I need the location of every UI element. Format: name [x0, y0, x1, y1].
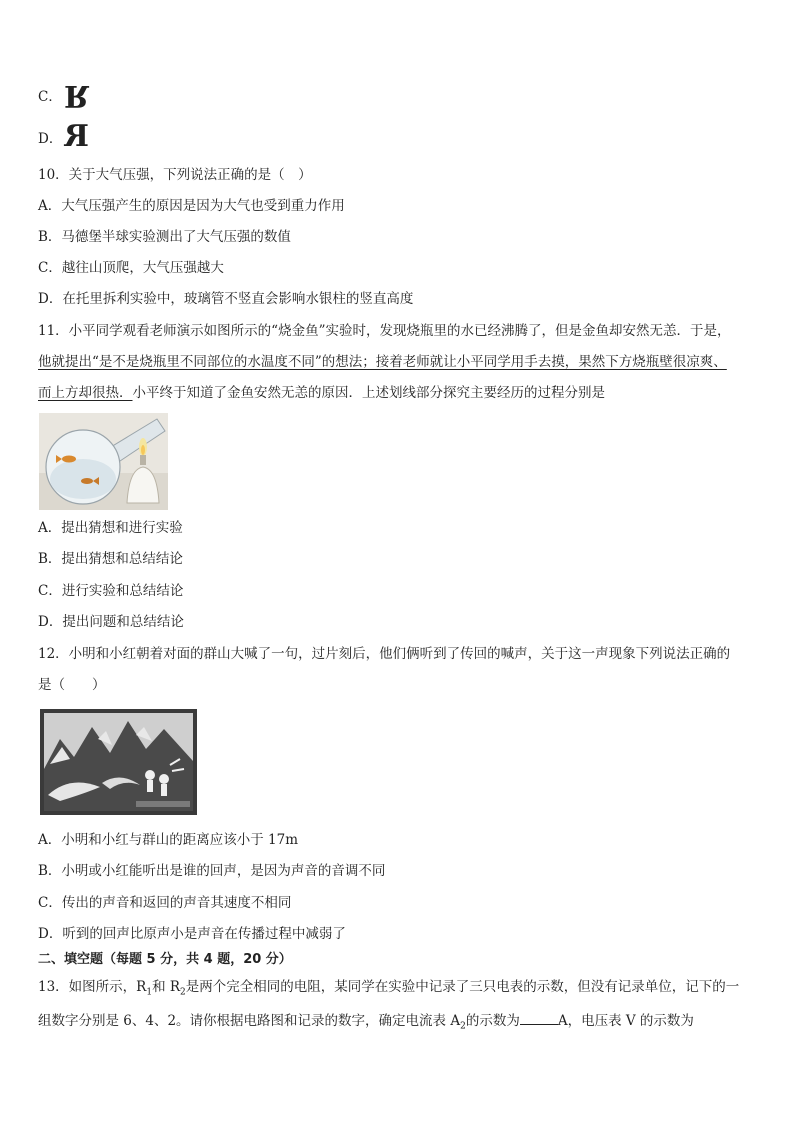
q12-option-d: D．听到的回声比原声小是声音在传播过程中减弱了 — [38, 926, 346, 942]
q13-text-c: 是两个完全相同的电阻，某同学在实验中记录了三只电表的示数，但没有记录单位，记下的一 — [185, 979, 740, 995]
q11-stem-line2: 他就提出“是不是烧瓶里不同部位的水温度不同”的想法；接着老师就让小平同学用手去摸，果然下方烧瓶壁很凉爽、 — [38, 354, 727, 370]
q10-option-a: A．大气压强产生的原因是因为大气也受到重力作用 — [38, 198, 345, 214]
q10-stem: 10．关于大气压强，下列说法正确的是（ ） — [38, 167, 312, 183]
q11-option-d: D．提出问题和总结结论 — [38, 614, 184, 630]
q11-stem-line1: 11．小平同学观看老师演示如图所示的“烧金鱼”实验时，发现烧瓶里的水已经沸腾了，但是金鱼却安然无恙．于是， — [38, 323, 731, 339]
q12-option-a: A．小明和小红与群山的距离应该小于 17m — [38, 832, 299, 848]
q13-text-f: A，电压表 V 的示数为 — [557, 1013, 694, 1029]
q13-answer-blank[interactable] — [520, 1010, 558, 1025]
q9-option-d-label: D． — [38, 131, 63, 147]
q12-stem-line1: 12．小明和小红朝着对面的群山大喊了一句，过片刻后，他们俩听到了传回的喊声，关于这一声现象下列说法正确的 — [38, 646, 731, 662]
q12-stem-line2: 是（ ） — [38, 677, 106, 693]
q9-option-d-glyph: R — [64, 119, 89, 154]
q11-stem-line3 — [38, 384, 605, 402]
q13-text-b: 和 R — [152, 979, 181, 995]
q10-option-b: B．马德堡半球实验测出了大气压强的数值 — [38, 229, 291, 245]
q12-option-c: C．传出的声音和返回的声音其速度不相同 — [38, 895, 292, 911]
q13-text-a: 13．如图所示，R — [38, 979, 147, 995]
q13-sub-r2: 2 — [180, 987, 186, 998]
q12-option-b: B．小明或小红能听出是谁的回声，是因为声音的音调不同 — [38, 863, 386, 879]
q10-option-c: C．越往山顶爬，大气压强越大 — [38, 260, 224, 276]
section-heading-fill-in: 二、填空题（每题 5 分，共 4 题，20 分） — [38, 952, 292, 967]
q11-underlined-text: 而上方却很热． — [38, 385, 133, 401]
q9-option-c-label: C． — [38, 89, 62, 105]
q11-option-b: B．提出猜想和总结结论 — [38, 551, 183, 567]
q13-sub-a2: 2 — [460, 1021, 466, 1032]
q9-option-c-glyph: R — [64, 78, 89, 113]
q11-option-c: C．进行实验和总结结论 — [38, 583, 184, 599]
q13-stem-line1 — [38, 978, 739, 1002]
q11-option-a: A．提出猜想和进行实验 — [38, 520, 183, 536]
q13-stem-line2 — [38, 1010, 694, 1036]
q13-sub-r1: 1 — [146, 987, 153, 998]
q10-option-d: D．在托里拆利实验中，玻璃管不竖直会影响水银柱的竖直高度 — [38, 291, 414, 307]
q13-text-d: 组数字分别是 6、4、2。请你根据电路图和记录的数字，确定电流表 A — [38, 1013, 461, 1029]
q11-goldfish-flask-figure — [39, 413, 168, 510]
q11-line3-rest: 小平终于知道了金鱼安然无恙的原因．上述划线部分探究主要经历的过程分别是 — [132, 385, 605, 401]
q13-text-e: 的示数为 — [465, 1013, 520, 1029]
q12-echo-mountains-figure — [40, 709, 197, 815]
